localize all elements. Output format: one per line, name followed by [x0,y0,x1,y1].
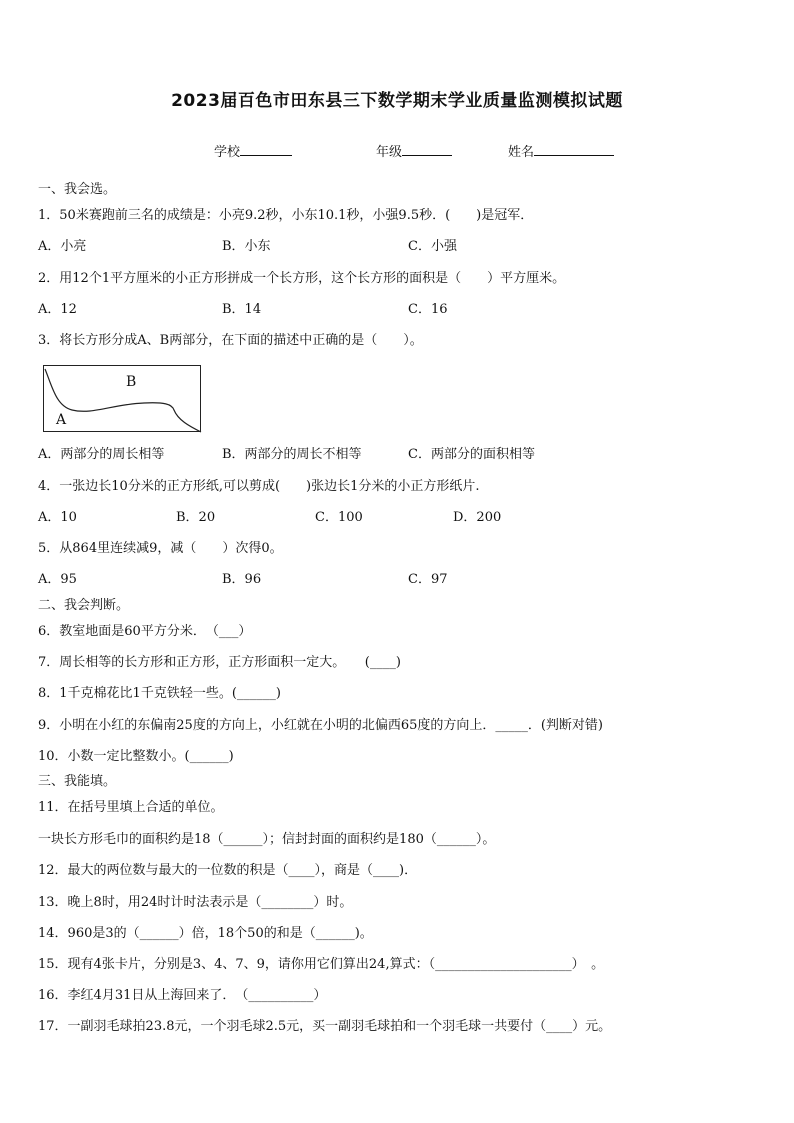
question-17: 17．一副羽毛球拍23.8元，一个羽毛球2.5元，买一副羽毛球拍和一个羽毛球一共要付（____）元。 [38,1019,612,1034]
label-b: B [126,374,137,390]
q5-option-b[interactable]: B．96 [222,572,262,587]
label-a: A [56,412,67,428]
q4-option-d[interactable]: D．200 [453,510,502,525]
q2-option-c[interactable]: C．16 [408,302,448,317]
page-title: 2023届百色市田东县三下数学期末学业质量监测模拟试题 [171,91,623,111]
question-15: 15．现有4张卡片，分别是3、4、7、9，请你用它们算出24,算式：（_____________________） 。 [38,957,605,972]
q1-option-a[interactable]: A．小亮 [38,239,87,254]
section-heading-3: 三、我能填。 [38,774,117,789]
q3-option-b[interactable]: B．两部分的周长不相等 [222,447,362,462]
grade-field[interactable] [376,141,452,160]
question-8: 8．1千克棉花比1千克铁轻一些。(______) [38,686,281,701]
question-4: 4．一张边长10分米的正方形纸,可以剪成( )张边长1分米的小正方形纸片. [38,479,480,494]
q4-option-c[interactable]: C．100 [315,510,363,525]
rectangle-figure [43,365,201,432]
q2-option-b[interactable]: B．14 [222,302,262,317]
question-16: 16．李红4月31日从上海回来了． （__________） [38,988,327,1003]
name-label: 姓名 [508,145,535,160]
question-13: 13．晚上8时，用24时计时法表示是（________）时。 [38,895,353,910]
question-6: 6．教室地面是60平方分米． （___） [38,624,252,639]
grade-blank[interactable] [402,142,452,156]
question-9: 9．小明在小红的东偏南25度的方向上，小红就在小明的北偏西65度的方向上．_____．(判断对错) [38,718,603,733]
divider-curve [44,366,202,433]
school-label: 学校 [214,145,241,160]
q5-option-a[interactable]: A．95 [38,572,77,587]
question-2: 2．用12个1平方厘米的小正方形拼成一个长方形，这个长方形的面积是（ ）平方厘米。 [38,271,566,286]
question-10: 10．小数一定比整数小。(______) [38,749,234,764]
question-7: 7．周长相等的长方形和正方形，正方形面积一定大。 (____) [38,655,401,670]
school-blank[interactable] [240,142,292,156]
question-1: 1．50米赛跑前三名的成绩是：小亮9.2秒，小东10.1秒，小强9.5秒．( )是冠军． [38,208,534,223]
q5-option-c[interactable]: C．97 [408,572,448,587]
q3-option-a[interactable]: A．两部分的周长相等 [38,447,165,462]
question-11: 11．在括号里填上合适的单位。 [38,800,224,815]
q1-option-c[interactable]: C．小强 [408,239,457,254]
question-5: 5．从864里连续减9，减（ ）次得0。 [38,541,283,556]
grade-label: 年级 [376,145,403,160]
name-blank[interactable] [534,142,614,156]
question-11-line: 一块长方形毛巾的面积约是18（______）；信封封面的面积约是180（______）。 [38,832,496,847]
q4-option-a[interactable]: A．10 [38,510,77,525]
q3-option-c[interactable]: C．两部分的面积相等 [408,447,535,462]
question-14: 14．960是3的（______）倍，18个50的和是（______)。 [38,926,373,941]
question-3: 3．将长方形分成A、B两部分，在下面的描述中正确的是（ ）。 [38,333,423,348]
question-12: 12．最大的两位数与最大的一位数的积是（____），商是（____)． [38,863,418,878]
q2-option-a[interactable]: A．12 [38,302,77,317]
section-heading-1: 一、我会选。 [38,182,117,197]
section-heading-2: 二、我会判断。 [38,598,130,613]
school-field[interactable] [214,141,292,160]
q4-option-b[interactable]: B．20 [176,510,216,525]
q1-option-b[interactable]: B．小东 [222,239,271,254]
name-field[interactable] [508,141,614,160]
